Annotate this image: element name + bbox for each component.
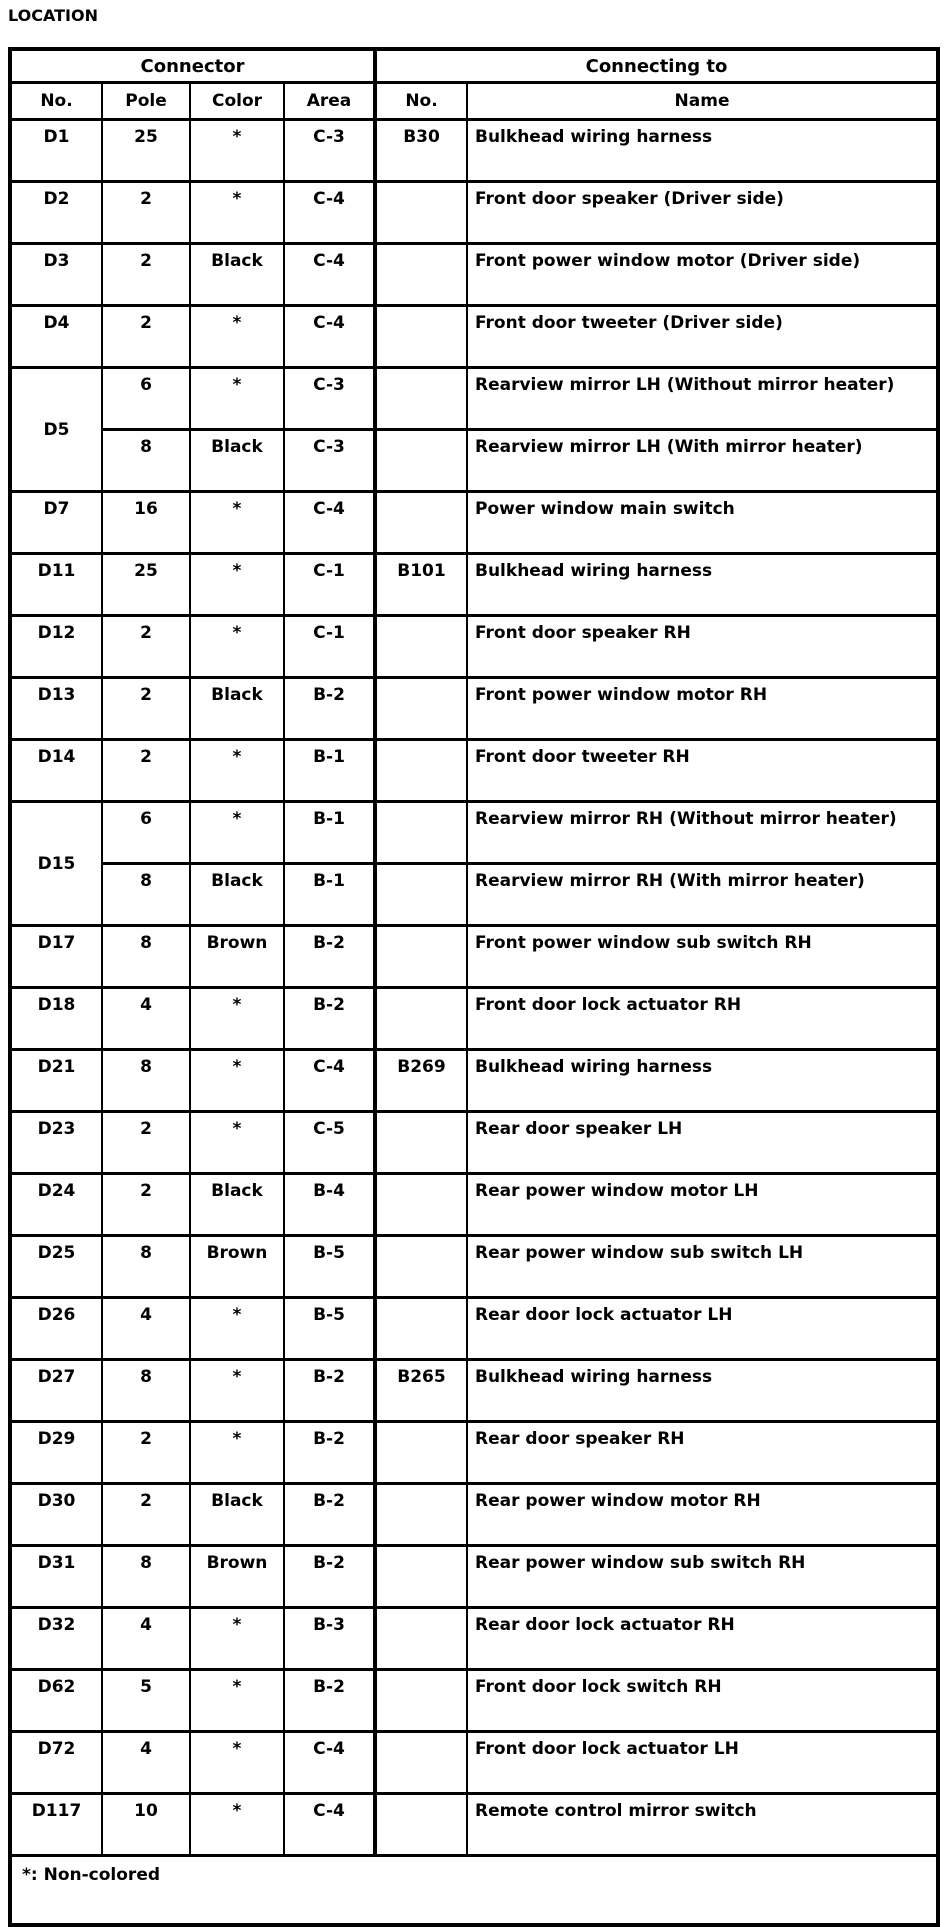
header-connecting-to: Connecting to <box>375 49 938 83</box>
name-cell: Front door tweeter RH <box>467 740 938 802</box>
connecting-no-cell <box>375 1422 467 1484</box>
area-cell: C-3 <box>284 368 375 430</box>
area-cell: B-2 <box>284 988 375 1050</box>
area-cell: C-4 <box>284 492 375 554</box>
table-row <box>10 554 938 616</box>
area-cell: B-5 <box>284 1298 375 1360</box>
pole-cell: 8 <box>102 430 190 492</box>
connector-no-cell: D32 <box>10 1608 102 1670</box>
color-cell: * <box>190 554 284 616</box>
connector-no-cell: D62 <box>10 1670 102 1732</box>
area-cell: B-1 <box>284 864 375 926</box>
connecting-no-cell <box>375 1732 467 1794</box>
color-cell: Black <box>190 1174 284 1236</box>
name-cell: Rear door speaker LH <box>467 1112 938 1174</box>
connecting-no-cell <box>375 1794 467 1856</box>
connecting-no-cell <box>375 1546 467 1608</box>
connecting-no-cell <box>375 802 467 864</box>
color-cell: Brown <box>190 1546 284 1608</box>
connecting-no-cell <box>375 182 467 244</box>
table-row <box>10 1236 938 1298</box>
table-row <box>10 1732 938 1794</box>
table-footnote-row <box>10 1856 938 1926</box>
area-cell: C-3 <box>284 430 375 492</box>
connector-no-cell: D117 <box>10 1794 102 1856</box>
table-column-header-row <box>10 83 938 120</box>
name-cell: Rearview mirror RH (With mirror heater) <box>467 864 938 926</box>
color-cell: * <box>190 1112 284 1174</box>
name-cell: Bulkhead wiring harness <box>467 1050 938 1112</box>
pole-cell: 4 <box>102 1732 190 1794</box>
connector-no-cell: D15 <box>10 802 102 926</box>
connector-no-cell: D7 <box>10 492 102 554</box>
table-row <box>10 306 938 368</box>
pole-cell: 2 <box>102 1112 190 1174</box>
color-cell: Black <box>190 678 284 740</box>
connecting-no-cell <box>375 430 467 492</box>
name-cell: Rear power window motor LH <box>467 1174 938 1236</box>
area-cell: C-1 <box>284 616 375 678</box>
color-cell: * <box>190 1670 284 1732</box>
table-row <box>10 120 938 182</box>
col-header-pole: Pole <box>102 83 190 120</box>
name-cell: Rear door speaker RH <box>467 1422 938 1484</box>
connecting-no-cell <box>375 1112 467 1174</box>
pole-cell: 2 <box>102 1484 190 1546</box>
color-cell: Black <box>190 430 284 492</box>
name-cell: Front door tweeter (Driver side) <box>467 306 938 368</box>
table-row <box>10 1546 938 1608</box>
connector-no-cell: D18 <box>10 988 102 1050</box>
table-row <box>10 244 938 306</box>
connector-no-cell: D2 <box>10 182 102 244</box>
table-row <box>10 1670 938 1732</box>
color-cell: * <box>190 1732 284 1794</box>
connector-no-cell: D31 <box>10 1546 102 1608</box>
color-cell: * <box>190 368 284 430</box>
area-cell: C-4 <box>284 244 375 306</box>
name-cell: Rear power window motor RH <box>467 1484 938 1546</box>
connecting-no-cell <box>375 1298 467 1360</box>
color-cell: * <box>190 492 284 554</box>
connector-no-cell: D14 <box>10 740 102 802</box>
pole-cell: 8 <box>102 1360 190 1422</box>
connector-no-cell: D30 <box>10 1484 102 1546</box>
area-cell: B-5 <box>284 1236 375 1298</box>
table-row <box>10 1298 938 1360</box>
connector-no-cell: D21 <box>10 1050 102 1112</box>
color-cell: * <box>190 988 284 1050</box>
area-cell: B-4 <box>284 1174 375 1236</box>
connecting-no-cell <box>375 988 467 1050</box>
area-cell: B-2 <box>284 926 375 988</box>
connector-no-cell: D4 <box>10 306 102 368</box>
name-cell: Front door speaker RH <box>467 616 938 678</box>
connecting-no-cell <box>375 616 467 678</box>
table-row <box>10 740 938 802</box>
connector-no-cell: D23 <box>10 1112 102 1174</box>
connecting-no-cell: B101 <box>375 554 467 616</box>
color-cell: * <box>190 1360 284 1422</box>
table-row <box>10 1360 938 1422</box>
connecting-no-cell <box>375 306 467 368</box>
area-cell: B-2 <box>284 1546 375 1608</box>
connector-no-cell: D5 <box>10 368 102 492</box>
connector-no-cell: D3 <box>10 244 102 306</box>
area-cell: B-1 <box>284 740 375 802</box>
table-row <box>10 1608 938 1670</box>
pole-cell: 4 <box>102 988 190 1050</box>
color-cell: * <box>190 120 284 182</box>
area-cell: B-2 <box>284 1670 375 1732</box>
connecting-no-cell <box>375 1484 467 1546</box>
connecting-no-cell <box>375 1670 467 1732</box>
name-cell: Bulkhead wiring harness <box>467 1360 938 1422</box>
pole-cell: 8 <box>102 864 190 926</box>
table-row <box>10 678 938 740</box>
connector-no-cell: D12 <box>10 616 102 678</box>
name-cell: Power window main switch <box>467 492 938 554</box>
connecting-no-cell <box>375 678 467 740</box>
color-cell: Black <box>190 244 284 306</box>
page-title: LOCATION <box>8 6 98 25</box>
color-cell: * <box>190 306 284 368</box>
connector-no-cell: D25 <box>10 1236 102 1298</box>
pole-cell: 25 <box>102 120 190 182</box>
connector-no-cell: D1 <box>10 120 102 182</box>
connecting-no-cell <box>375 244 467 306</box>
table-row <box>10 1174 938 1236</box>
pole-cell: 5 <box>102 1670 190 1732</box>
name-cell: Bulkhead wiring harness <box>467 554 938 616</box>
color-cell: * <box>190 1794 284 1856</box>
color-cell: * <box>190 802 284 864</box>
table-row <box>10 616 938 678</box>
pole-cell: 6 <box>102 802 190 864</box>
pole-cell: 10 <box>102 1794 190 1856</box>
area-cell: B-2 <box>284 1360 375 1422</box>
connecting-no-cell <box>375 368 467 430</box>
name-cell: Front power window motor (Driver side) <box>467 244 938 306</box>
color-cell: Black <box>190 1484 284 1546</box>
connecting-no-cell <box>375 1174 467 1236</box>
area-cell: C-3 <box>284 120 375 182</box>
color-cell: Brown <box>190 1236 284 1298</box>
connecting-no-cell: B265 <box>375 1360 467 1422</box>
table-row <box>10 988 938 1050</box>
name-cell: Front door speaker (Driver side) <box>467 182 938 244</box>
area-cell: B-2 <box>284 1422 375 1484</box>
area-cell: B-2 <box>284 1484 375 1546</box>
area-cell: C-4 <box>284 306 375 368</box>
name-cell: Rear power window sub switch RH <box>467 1546 938 1608</box>
table-row <box>10 1422 938 1484</box>
name-cell: Front power window motor RH <box>467 678 938 740</box>
pole-cell: 16 <box>102 492 190 554</box>
area-cell: B-3 <box>284 1608 375 1670</box>
color-cell: * <box>190 740 284 802</box>
name-cell: Front door lock switch RH <box>467 1670 938 1732</box>
connecting-no-cell <box>375 492 467 554</box>
pole-cell: 6 <box>102 368 190 430</box>
connecting-no-cell <box>375 1608 467 1670</box>
connector-no-cell: D17 <box>10 926 102 988</box>
pole-cell: 2 <box>102 306 190 368</box>
pole-cell: 2 <box>102 244 190 306</box>
name-cell: Bulkhead wiring harness <box>467 120 938 182</box>
table-row <box>10 802 938 864</box>
connector-no-cell: D11 <box>10 554 102 616</box>
table-row <box>10 1112 938 1174</box>
pole-cell: 8 <box>102 926 190 988</box>
color-cell: * <box>190 616 284 678</box>
color-cell: * <box>190 182 284 244</box>
connecting-no-cell: B30 <box>375 120 467 182</box>
table-row <box>10 926 938 988</box>
pole-cell: 8 <box>102 1050 190 1112</box>
area-cell: C-4 <box>284 182 375 244</box>
connecting-no-cell: B269 <box>375 1050 467 1112</box>
connecting-no-cell <box>375 926 467 988</box>
color-cell: Black <box>190 864 284 926</box>
connector-location-table <box>8 47 940 1927</box>
color-cell: * <box>190 1422 284 1484</box>
table-row <box>10 368 938 430</box>
name-cell: Front door lock actuator RH <box>467 988 938 1050</box>
table-row <box>10 182 938 244</box>
connector-no-cell: D24 <box>10 1174 102 1236</box>
color-cell: Brown <box>190 926 284 988</box>
pole-cell: 8 <box>102 1236 190 1298</box>
color-cell: * <box>190 1298 284 1360</box>
table-body <box>10 120 938 1856</box>
area-cell: C-4 <box>284 1794 375 1856</box>
name-cell: Rearview mirror LH (With mirror heater) <box>467 430 938 492</box>
connector-no-cell: D29 <box>10 1422 102 1484</box>
connector-no-cell: D13 <box>10 678 102 740</box>
pole-cell: 8 <box>102 1546 190 1608</box>
connector-no-cell: D72 <box>10 1732 102 1794</box>
color-cell: * <box>190 1608 284 1670</box>
col-header-connector-no: No. <box>10 83 102 120</box>
name-cell: Front door lock actuator LH <box>467 1732 938 1794</box>
area-cell: B-1 <box>284 802 375 864</box>
pole-cell: 2 <box>102 1174 190 1236</box>
pole-cell: 2 <box>102 182 190 244</box>
area-cell: C-4 <box>284 1050 375 1112</box>
col-header-connecting-no: No. <box>375 83 467 120</box>
pole-cell: 2 <box>102 678 190 740</box>
color-cell: * <box>190 1050 284 1112</box>
table-section-header-row <box>10 49 938 83</box>
area-cell: B-2 <box>284 678 375 740</box>
pole-cell: 25 <box>102 554 190 616</box>
connecting-no-cell <box>375 864 467 926</box>
table-footnote: *: Non-colored <box>10 1856 938 1926</box>
connecting-no-cell <box>375 1236 467 1298</box>
pole-cell: 4 <box>102 1608 190 1670</box>
name-cell: Rearview mirror LH (Without mirror heater) <box>467 368 938 430</box>
col-header-color: Color <box>190 83 284 120</box>
col-header-area: Area <box>284 83 375 120</box>
name-cell: Remote control mirror switch <box>467 1794 938 1856</box>
name-cell: Rear door lock actuator RH <box>467 1608 938 1670</box>
col-header-name: Name <box>467 83 938 120</box>
table-row <box>10 1050 938 1112</box>
name-cell: Rear door lock actuator LH <box>467 1298 938 1360</box>
name-cell: Rear power window sub switch LH <box>467 1236 938 1298</box>
name-cell: Front power window sub switch RH <box>467 926 938 988</box>
name-cell: Rearview mirror RH (Without mirror heater) <box>467 802 938 864</box>
pole-cell: 2 <box>102 1422 190 1484</box>
connector-no-cell: D27 <box>10 1360 102 1422</box>
table-row <box>10 492 938 554</box>
connecting-no-cell <box>375 740 467 802</box>
pole-cell: 2 <box>102 616 190 678</box>
table-row <box>10 1794 938 1856</box>
connector-no-cell: D26 <box>10 1298 102 1360</box>
pole-cell: 2 <box>102 740 190 802</box>
table-row <box>10 430 938 492</box>
pole-cell: 4 <box>102 1298 190 1360</box>
header-connector: Connector <box>10 49 375 83</box>
table-row <box>10 1484 938 1546</box>
table-row <box>10 864 938 926</box>
area-cell: C-1 <box>284 554 375 616</box>
area-cell: C-4 <box>284 1732 375 1794</box>
area-cell: C-5 <box>284 1112 375 1174</box>
